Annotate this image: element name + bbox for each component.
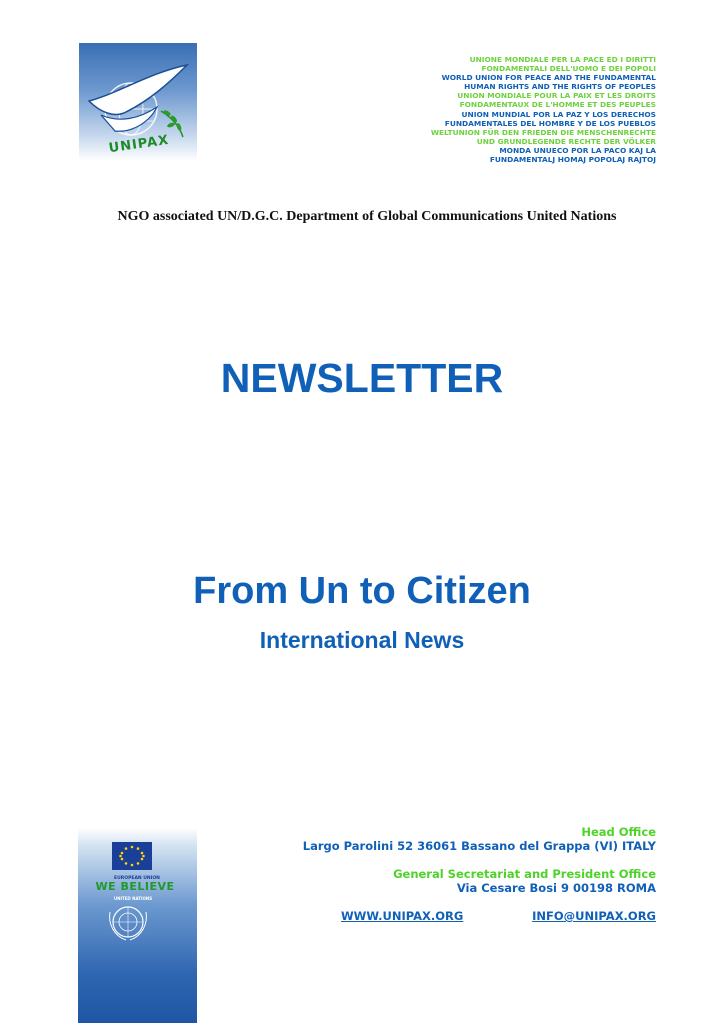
- multilingual-motto: [431, 55, 656, 164]
- motto-line: UNIONE MONDIALE PER LA PACE ED I DIRITTI: [469, 55, 656, 64]
- contact-links: [326, 909, 656, 925]
- logo-wordmark: UNIPAX: [107, 132, 171, 157]
- ngo-affiliation-line: NGO associated UN/D.G.C. Department of Global Communications United Nations: [117, 209, 617, 224]
- motto-line: FUNDAMENTALJ HOMAJ POPOLAJ RAJTOJ: [489, 155, 656, 165]
- motto-line: FONDAMENTALI DELL'UOMO E DEI POPOLI: [481, 64, 656, 74]
- website-link[interactable]: WWW.UNIPAX.ORG: [341, 909, 464, 923]
- unipax-logo: [79, 43, 197, 161]
- motto-line: FUNDAMENTALES DEL HOMBRE Y DE LOS PUEBLOS: [444, 118, 656, 128]
- motto-line: WELTUNION FÜR DEN FRIEDEN DIE MENSCHENRECHTE: [430, 127, 656, 137]
- un-label: UNITED NATIONS: [113, 896, 153, 901]
- badge-slogan: WE BELIEVE: [95, 880, 175, 893]
- page-title: NEWSLETTER: [220, 355, 504, 401]
- eu-label: EUROPEAN UNION: [114, 876, 160, 881]
- un-emblem-icon: [110, 907, 147, 940]
- head-office-label: Head Office: [581, 825, 656, 839]
- motto-line: UNION MUNDIAL POR LA PAZ Y LOS DERECHOS: [461, 109, 656, 119]
- motto-line: UNION MONDIALE POUR LA PAIX ET LES DROITS: [457, 91, 656, 101]
- motto-line: MONDA UNUECO POR LA PACO KAJ LA: [499, 145, 656, 155]
- motto-line: HUMAN RIGHTS AND THE RIGHTS OF PEOPLES: [464, 82, 656, 92]
- motto-line: WORLD UNION FOR PEACE AND THE FUNDAMENTAL: [441, 73, 656, 83]
- partner-badge-strip: [78, 828, 197, 1023]
- secretariat-label: General Secretariat and President Office: [393, 867, 656, 881]
- newsletter-section-label: International News: [259, 627, 465, 653]
- email-link[interactable]: INFO@UNIPAX.ORG: [532, 909, 656, 923]
- head-office-address: Largo Parolini 52 36061 Bassano del Grappa (VI) ITALY: [302, 839, 656, 853]
- secretariat-address: Via Cesare Bosi 9 00198 ROMA: [456, 881, 656, 895]
- newsletter-subtitle: From Un to Citizen: [193, 570, 531, 612]
- motto-line: UND GRUNDLEGENDE RECHTE DER VÖLKER: [476, 136, 656, 146]
- motto-line: FONDAMENTAUX DE L'HOMME ET DES PEUPLES: [459, 100, 656, 110]
